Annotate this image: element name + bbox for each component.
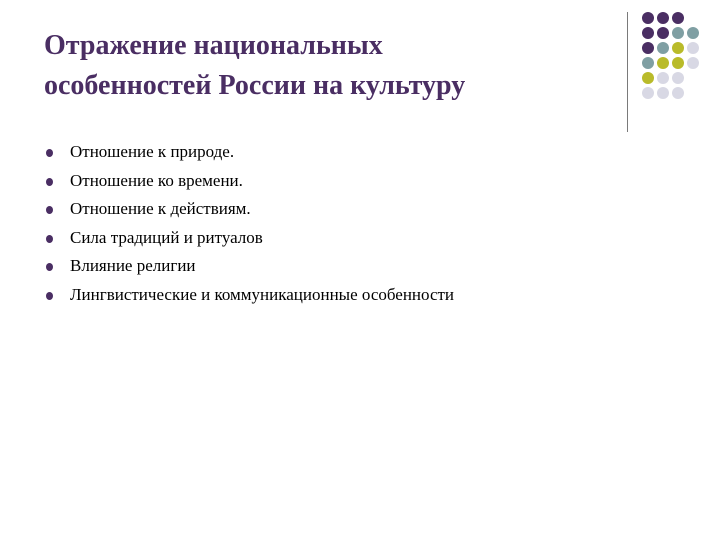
bullet-text: Лингвистические и коммуникационные особенности: [70, 284, 455, 304]
decorative-dot: [642, 27, 654, 39]
decorative-dot: [657, 42, 669, 54]
bullet-dot-icon: [46, 263, 53, 271]
bullet-dot-icon: [46, 235, 53, 243]
bullet-dot-icon: [46, 206, 53, 214]
bullet-text: Влияние религии: [70, 256, 196, 276]
bullet-dot-icon: [46, 178, 53, 186]
bullet-text: Сила традиций и ритуалов: [70, 227, 263, 247]
decorative-dot: [657, 57, 669, 69]
slide-title-line-1: Отражение национальных: [44, 30, 383, 61]
decorative-dot: [642, 42, 654, 54]
decorative-dot: [672, 42, 684, 54]
decorative-dot: [642, 72, 654, 84]
decorative-dot: [642, 12, 654, 24]
decorative-dot: [642, 87, 654, 99]
decorative-dot-grid: [640, 10, 720, 120]
slide-title: [44, 26, 604, 106]
bullet-item: [44, 252, 454, 281]
decorative-dot: [687, 42, 699, 54]
decorative-dot: [657, 72, 669, 84]
bullet-item: [44, 167, 454, 196]
decorative-dot: [672, 12, 684, 24]
decorative-dot: [657, 27, 669, 39]
decorative-dot: [672, 72, 684, 84]
bullet-text: Отношение к действиям.: [70, 199, 251, 219]
bullet-item: [44, 224, 454, 253]
decorative-dot: [672, 27, 684, 39]
decorative-dot: [657, 87, 669, 99]
bullet-item: [44, 281, 454, 310]
decorative-dot: [672, 57, 684, 69]
slide-title-line-2: особенностей России на культуру: [44, 70, 466, 101]
decorative-dot: [642, 57, 654, 69]
bullet-dot-icon: [46, 292, 53, 300]
dot-grid-icon: [640, 10, 720, 120]
bullet-list: [44, 138, 454, 310]
decorative-dot: [657, 12, 669, 24]
decorative-dot: [672, 87, 684, 99]
bullet-text: Отношение к природе.: [70, 142, 235, 161]
bullet-item: [44, 138, 454, 167]
decorative-dot: [687, 57, 699, 69]
decorative-dot: [687, 27, 699, 39]
decorative-divider: [627, 12, 628, 132]
bullet-dot-icon: [46, 149, 53, 157]
bullet-item: [44, 195, 454, 224]
bullet-text: Отношение ко времени.: [70, 170, 243, 190]
